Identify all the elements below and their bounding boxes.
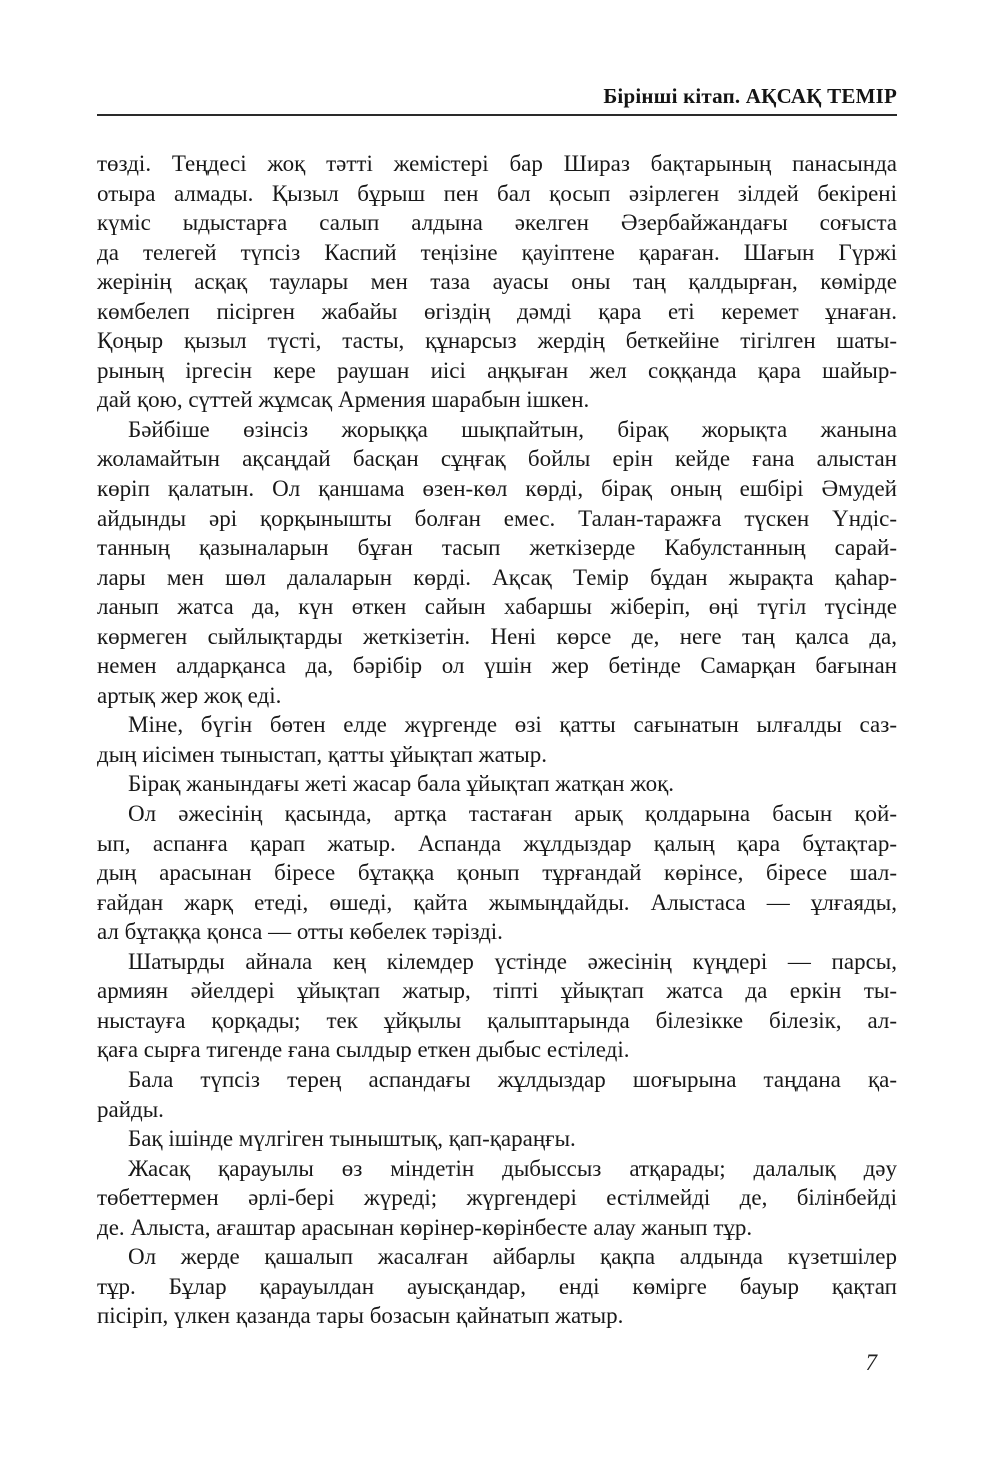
header-rule xyxy=(97,114,897,116)
text-line: ал бұтаққа қонса — отты көбелек тәрізді. xyxy=(97,919,503,945)
paragraph xyxy=(97,1242,897,1331)
text-line: Қоңыр қызыл түсті, тасты, құнарсыз жердің беткейіне тігілген шаты- xyxy=(97,328,897,354)
text-line: төзді. Теңдесі жоқ тәтті жемістері бар Шираз бақтарының панасында xyxy=(97,151,897,176)
text-line: көріп қалатын. Ол қаншама өзен-көл көрді, бірақ оның ешбірі Әмудей xyxy=(97,476,897,502)
paragraph xyxy=(97,769,897,799)
paragraph xyxy=(97,149,897,415)
text-line: пісіріп, үлкен қазанда тары бозасын қайнатып жатыр. xyxy=(97,1303,624,1329)
text-line: күміс ыдыстарға салып алдына әкелген Әзербайжандағы соғыста xyxy=(97,210,897,236)
paragraph xyxy=(97,415,897,710)
text-line: рының іргесін кере раушан иісі аңқыған жел соққанда қара шайыр- xyxy=(97,357,897,383)
text-line: немен алдарқанса да, бәрібір ол үшін жер бетінде Самарқан бағынан xyxy=(97,653,897,679)
text-line: лары мен шөл далаларын көрді. Ақсақ Темір бұдан жырақта қаһар- xyxy=(97,564,897,590)
text-line: Бәйбіше өзінсіз жорыққа шықпайтын, бірақ жорықта жанына xyxy=(128,416,897,442)
text-line: Бірақ жанындағы жеті жасар бала ұйықтап жатқан жоқ. xyxy=(128,771,675,797)
text-line: тұр. Бұлар қарауылдан ауысқандар, енді көмірге бауыр қақтап xyxy=(97,1273,897,1299)
text-line: дың арасынан біресе бұтаққа қонып тұрғандай көрінсе, біресе шал- xyxy=(97,860,897,886)
text-line: армиян әйелдері ұйықтап жатыр, тіпті ұйықтап жатса да еркін ты- xyxy=(97,978,897,1004)
text-line: Бала түпсіз терең аспандағы жұлдыздар шоғырына таңдана қа- xyxy=(128,1066,897,1092)
page-number: 7 xyxy=(865,1350,877,1375)
text-line: райды. xyxy=(97,1096,164,1122)
text-line: көрмеген сыйлықтарды жеткізетін. Нені көрсе де, неге таң қалса да, xyxy=(97,623,897,649)
text-line: дай қою, сүттей жұмсақ Армения шарабын ішкен. xyxy=(97,387,590,413)
text-line: жоламайтын ақсаңдай басқан сұңғақ бойлы ерін кейде ғана алыстан xyxy=(97,446,897,472)
paragraph xyxy=(97,710,897,769)
page-body-text xyxy=(97,149,897,1331)
text-line: да телегей түпсіз Каспий теңізіне қауіптене қараған. Шағын Гүржі xyxy=(97,239,897,265)
text-line: көмбелеп пісірген жабайы өгіздің дәмді қара еті керемет ұнаған. xyxy=(97,298,897,324)
text-line: артық жер жоқ еді. xyxy=(97,682,282,708)
paragraph xyxy=(97,799,897,947)
paragraph xyxy=(97,947,897,1065)
text-line: жерінің асқақ таулары мен таза ауасы оны таң қалдырған, көмірде xyxy=(97,269,897,295)
text-line: қаға сырға тигенде ғана сылдыр еткен дыбыс естіледі. xyxy=(97,1037,630,1063)
text-line: танның қазыналарын бұған тасып жеткізерде Кабулстанның сарай- xyxy=(97,535,897,561)
text-line: Бақ ішінде мүлгіген тыныштық, қап-қараңғы. xyxy=(128,1126,576,1152)
paragraph xyxy=(97,1065,897,1124)
text-line: ғайдан жарқ етеді, өшеді, қайта жымыңдайды. Алыстаса — ұлғаяды, xyxy=(97,889,897,915)
running-header-title: Бірінші кітап. АҚСАҚ ТЕМІР xyxy=(603,84,897,108)
text-line: төбеттермен әрлі-бері жүреді; жүргендері естілмейді де, білінбейді xyxy=(97,1185,897,1211)
text-line: ныстауға қорқады; тек ұйқылы қалыптарында білезікке білезік, ал- xyxy=(97,1007,897,1033)
text-line: отыра алмады. Қызыл бұрыш пен бал қосып әзірлеген зілдей бекірені xyxy=(97,180,897,206)
text-line: Міне, бүгін бөтен елде жүргенде өзі қатты сағынатын ылғалды саз- xyxy=(128,712,897,738)
text-line: Ол жерде қашалып жасалған айбарлы қақпа алдында күзетшілер xyxy=(128,1244,897,1270)
paragraph xyxy=(97,1154,897,1243)
text-line: ып, аспанға қарап жатыр. Аспанда жұлдыздар қалың қара бұтақтар- xyxy=(97,830,897,856)
text-line: Шатырды айнала кең кілемдер үстінде әжесінің күңдері — парсы, xyxy=(128,948,897,974)
text-line: дың иісімен тыныстап, қатты ұйықтап жатыр. xyxy=(97,741,547,767)
text-line: Ол әжесінің қасында, артқа тастаған арық қолдарына басын қой- xyxy=(128,801,897,827)
paragraph xyxy=(97,1124,897,1154)
text-line: ланып жатса да, күн өткен сайын хабаршы жіберіп, өңі түгіл түсінде xyxy=(97,594,897,620)
text-line: айдынды әрі қорқынышты болған емес. Талан-таражға түскен Үндіс- xyxy=(97,505,897,531)
text-line: де. Алыста, ағаштар арасынан көрінер-көрінбесте алау жанып тұр. xyxy=(97,1214,753,1240)
text-line: Жасақ қарауылы өз міндетін дыбыссыз атқарады; далалық дәу xyxy=(128,1155,897,1181)
